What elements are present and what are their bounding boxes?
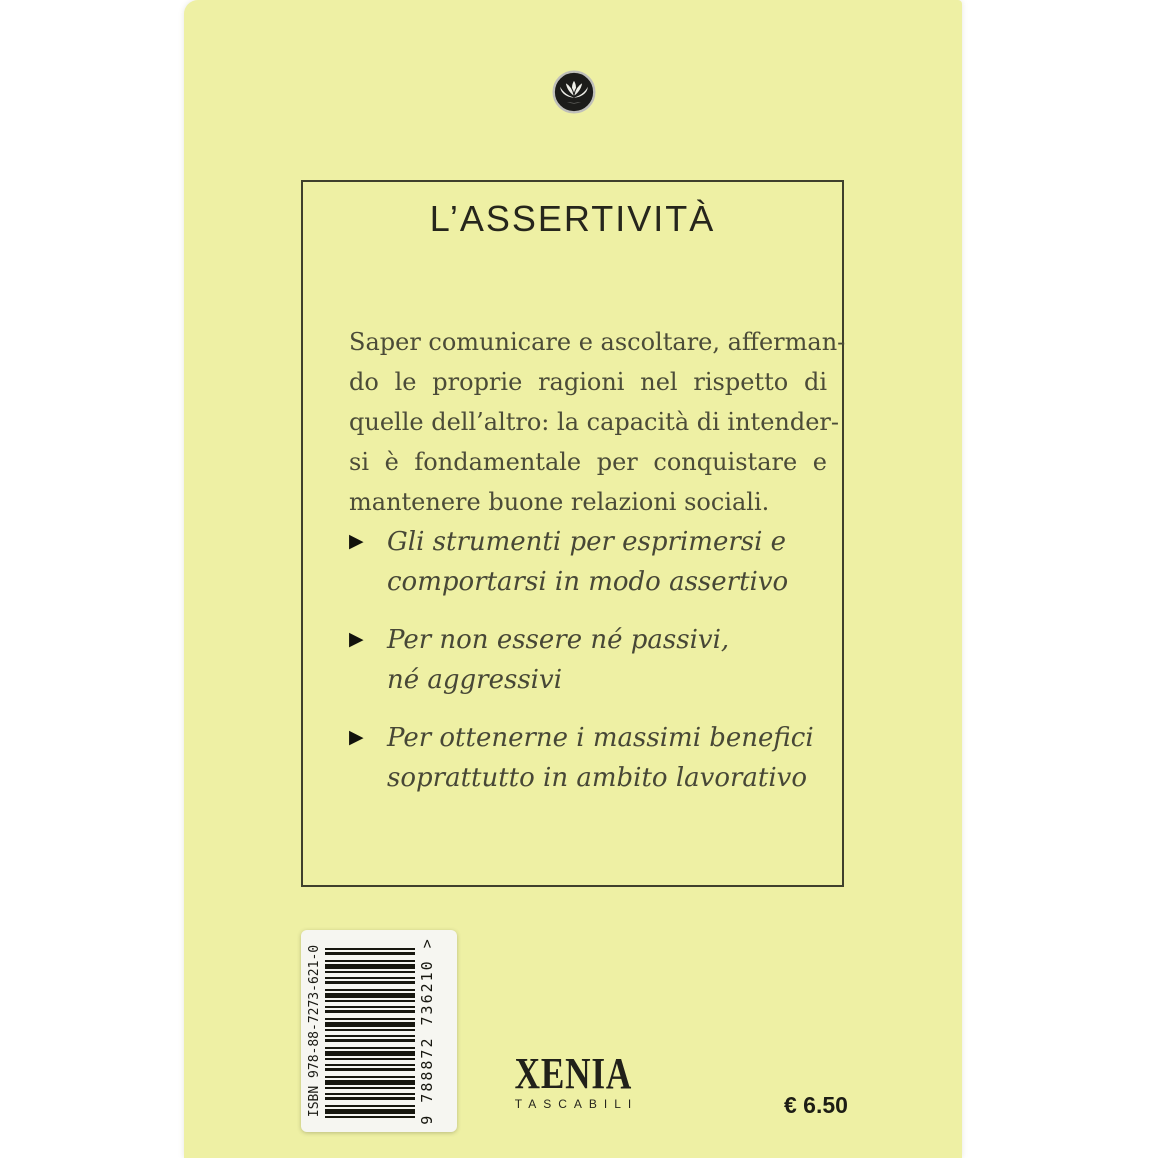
bullet-triangle-icon: ▶	[349, 727, 364, 748]
book-back-cover	[184, 0, 962, 1158]
bullet-line: comportarsi in modo assertivo	[387, 567, 789, 597]
paragraph-line: mantenere buone relazioni sociali.	[349, 488, 770, 516]
cover-text-box	[301, 180, 844, 887]
bullet-line: soprattutto in ambito lavorativo	[387, 763, 808, 793]
bullet-triangle-icon: ▶	[349, 531, 364, 552]
bullet-line: né aggressivi	[387, 665, 563, 695]
publisher-name: XENIA	[514, 1049, 632, 1098]
paragraph-line: Saper comunicare e ascoltare, afferman-	[349, 328, 846, 356]
paragraph-line: do le proprie ragioni nel rispetto di	[349, 368, 827, 396]
bullet-line: Gli strumenti per esprimersi e	[387, 527, 787, 557]
paragraph-line: quelle dell’altro: la capacità di intender-	[349, 408, 840, 436]
barcode-digits: 9 788872 736210 >	[418, 937, 436, 1125]
description-paragraph	[349, 322, 846, 522]
lotus-logo-icon	[552, 70, 596, 114]
price-label: € 6.50	[784, 1092, 848, 1118]
bullet-triangle-icon: ▶	[349, 629, 364, 650]
book-title: L’ASSERTIVITÀ	[429, 198, 716, 239]
bullet-list	[349, 522, 831, 816]
bullet-item	[349, 718, 831, 798]
publisher-imprint: TASCABILI	[514, 1097, 639, 1111]
bullet-item	[349, 620, 831, 700]
isbn-label: ISBN 978-88-7273-621-0	[307, 944, 322, 1118]
bullet-line: Per non essere né passivi,	[387, 625, 730, 655]
bullet-item	[349, 522, 831, 602]
paragraph-line: si è fondamentale per conquistare e	[349, 448, 827, 476]
bullet-line: Per ottenerne i massimi benefici	[387, 723, 814, 753]
